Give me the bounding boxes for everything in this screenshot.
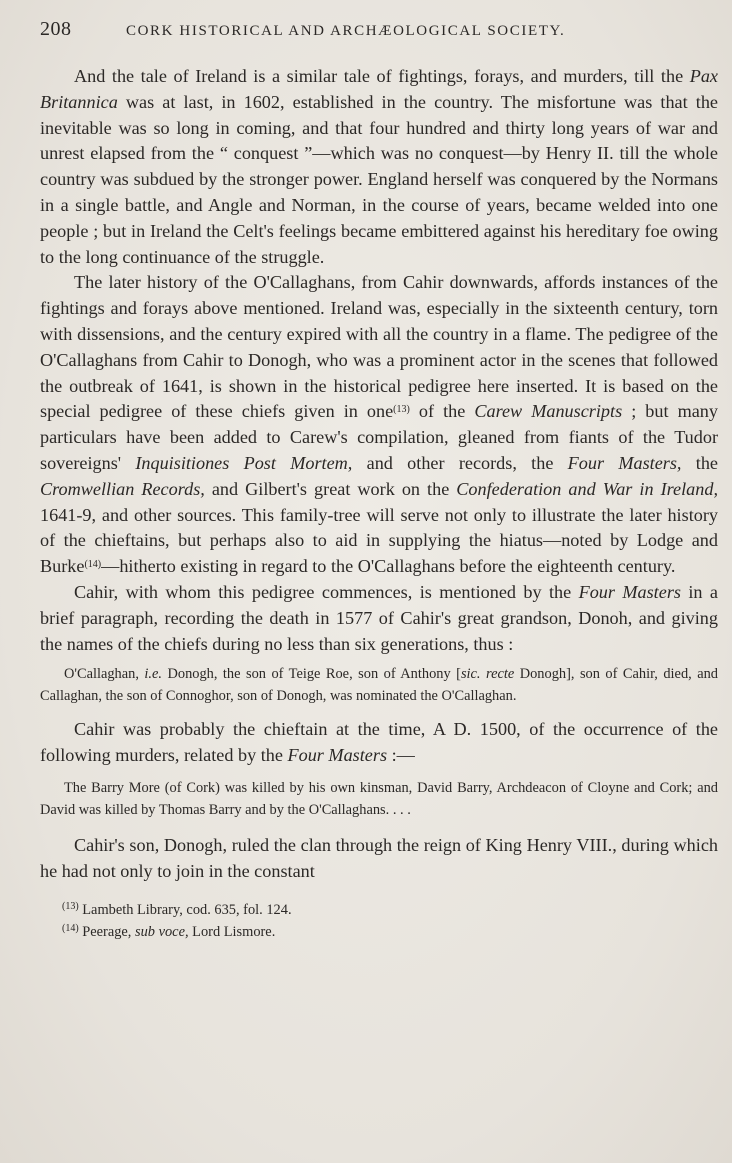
footnotes — [40, 899, 718, 943]
paragraph-5: Cahir's son, Donogh, ruled the clan through the reign of King Henry VIII., during which he had not only to join in the constant — [40, 834, 718, 881]
footnote-13: $^{(13)}$ Lambeth Library, cod. 635, fol. 124. — [62, 900, 292, 918]
paragraph-1: And the tale of Ireland is a similar tale of fightings, forays, and murders, till the Pax Britannica was at last, in 1602, established in the country. The misfortune was that the inevitable was so long in coming, and that four hundred and thirty long years of war and unrest elapsed from the “ conquest ”—which was no conquest—by Henry II. till the whole country was subdued by the stronger power. England herself was conquered by the Normans in a single battle, and Angle and Norman, in the course of years, became welded into one people ; but in Ireland the Celt's feelings became embittered against his hereditary foe owing to the long continuance of the struggle. — [40, 66, 718, 267]
page-number: 208 — [40, 18, 72, 40]
paragraph-4: Cahir was probably the chieftain at the time, A D. 1500, of the occurrence of the following murders, related by the Four Masters :— — [40, 719, 718, 766]
footnote-ref-13[interactable]: (13) — [393, 404, 410, 416]
paragraph-3: Cahir, with whom this pedigree commences, is mentioned by the Four Masters in a brief paragraph, recording the death in 1577 of Cahir's great grandson, Donoh, and giving the names of the chiefs during no less than six generations, thus : — [40, 581, 718, 654]
footnote-ref-14[interactable]: (14) — [84, 559, 102, 571]
block-quote-1: O'Callaghan, i.e. Donogh, the son of Teige Roe, son of Anthony [sic. recte Donogh], son of Cahir, died, and Callaghan, the son of Connoghor, son of Donogh, was nominated the O'Callaghan. — [40, 666, 718, 705]
block-quote-2: The Barry More (of Cork) was killed by his own kinsman, David Barry, Archdeacon of Cloyne and Cork; and David was killed by Thomas Barry and by the O'Callaghans. . . . — [40, 779, 718, 818]
paragraph-2: The later history of the O'Callaghans, from Cahir downwards, affords instances of the fightings and forays above mentioned. Ireland was, especially in the sixteenth century, torn with dissensions, and the century expired with all the country in a flame. The pedigree of the O'Callaghans from Cahir to Donogh, who was a prominent actor in the scenes that followed the outbreak of 1641, is shown in the historical pedigree here inserted. It is based on the special pedigree of these chiefs given in one$^{(13)}$ of the Carew Manuscripts ; but many particulars have been added to Carew's compilation, gleaned from fiants of the Tudor sovereigns' Inquisitiones Post Mortem, and other records, the Four Masters, the Cromwellian Records, and Gilbert's great work on the Confederation and War in Ireland, 1641-9, and other sources. This family-tree will serve not only to illustrate the later history of the chieftains, but perhaps also to aid in supplying the hiatus—noted by Lodge and Burke$^{(14)}$—hitherto existing in regard to the O'Callaghans before the eighteenth century. — [40, 272, 718, 577]
running-title: CORK HISTORICAL AND ARCHÆOLOGICAL SOCIETY. — [126, 23, 566, 39]
page-header — [40, 18, 718, 48]
footnote-14: $^{(14)}$ Peerage, sub voce, Lord Lismore. — [62, 922, 276, 940]
